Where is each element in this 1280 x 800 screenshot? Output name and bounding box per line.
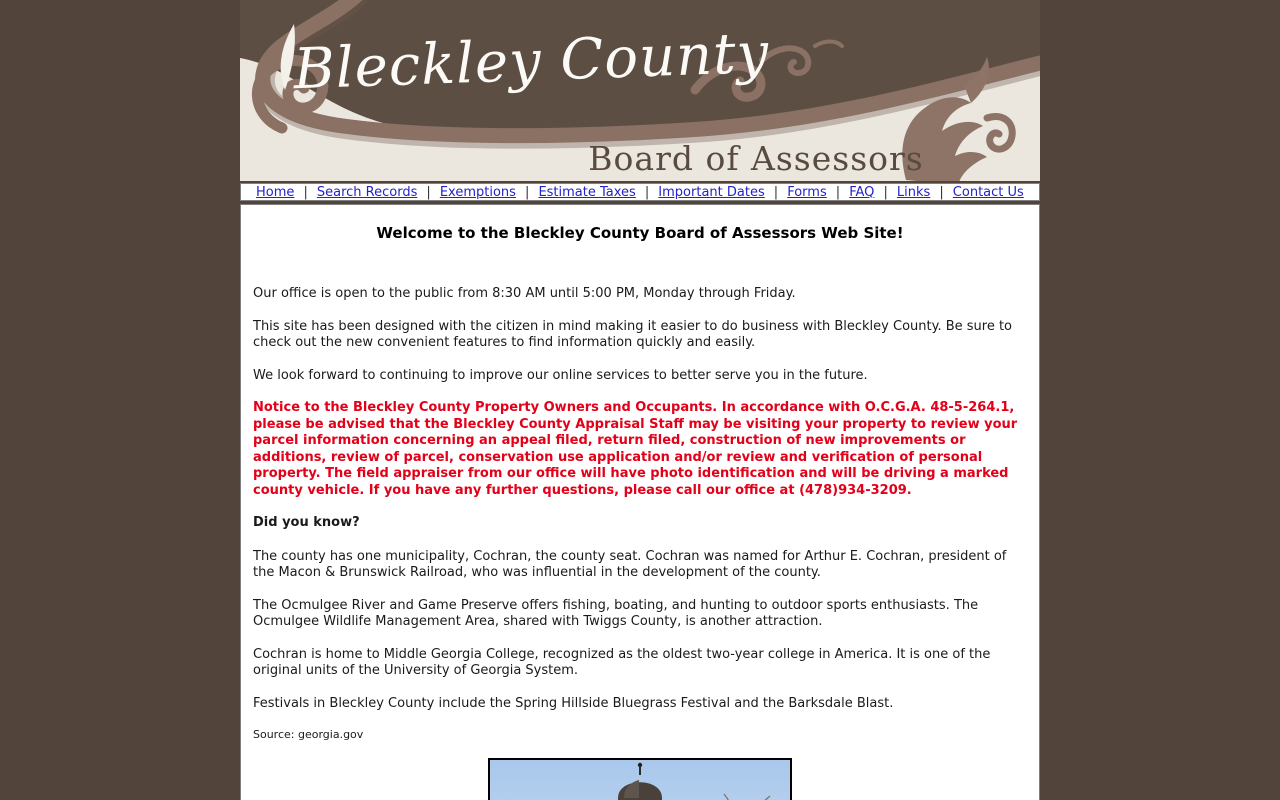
nav-separator: | xyxy=(835,184,841,200)
county-script-title: Bleckley County xyxy=(292,20,771,103)
nav-separator: | xyxy=(426,184,431,200)
did-you-know-heading: Did you know? xyxy=(253,515,360,531)
board-of-assessors-title: Board of Assessors xyxy=(588,139,924,178)
source-attribution: Source: georgia.gov xyxy=(253,728,364,742)
property-owners-notice: Notice to the Bleckley County Property Owners and Occupants. In accordance with O.C.G.A. 48-5-264.1, please be advised that the Bleckley County Appraisal Staff may be visiting your property to review your parcel information concerning an appeal filed, return filed, construction of new improvements or additions, review of parcel, conservation use application and/or review and verification of personal property. The field appraiser from our office will have photo identification and will be driving a marked county vehicle. If you have any further questions, please call our office at (478)934-3209. xyxy=(253,400,1018,498)
dyk-paragraph-college: Cochran is home to Middle Georgia College, recognized as the oldest two-year college in America. It is one of the original units of the University of Georgia System. xyxy=(253,646,991,679)
courthouse-photo xyxy=(488,758,792,800)
nav-link-forms[interactable]: Forms xyxy=(787,184,827,200)
photo-container xyxy=(253,758,1027,800)
intro-paragraph-improve: We look forward to continuing to improve our online services to better serve you in the future. xyxy=(253,367,868,383)
intro-paragraph-hours: Our office is open to the public from 8:30 AM until 5:00 PM, Monday through Friday. xyxy=(253,286,796,302)
dyk-paragraph-festivals: Festivals in Bleckley County include the Spring Hillside Bluegrass Festival and the Barksdale Blast. xyxy=(253,695,894,711)
nav-separator: | xyxy=(939,184,944,200)
nav-link-important-dates[interactable]: Important Dates xyxy=(658,184,765,200)
dyk-paragraph-ocmulgee: The Ocmulgee River and Game Preserve offers fishing, boating, and hunting to outdoor sports enthusiasts. The Ocmulgee Wildlife Management Area, shared with Twiggs County, is another attraction. xyxy=(253,597,979,630)
page-container xyxy=(240,0,1040,800)
page-title: Welcome to the Bleckley County Board of Assessors Web Site! xyxy=(376,224,904,242)
nav-link-home[interactable]: Home xyxy=(256,184,295,200)
courthouse-clock-tower-image xyxy=(490,760,790,800)
nav-separator: | xyxy=(883,184,888,200)
nav-separator: | xyxy=(773,184,779,200)
nav-link-contact-us[interactable]: Contact Us xyxy=(952,184,1024,200)
dyk-paragraph-cochran: The county has one municipality, Cochran, the county seat. Cochran was named for Arthur E. Cochran, president of the Macon & Brunswick Railroad, who was influential in the development of the county. xyxy=(253,548,1007,581)
header-decorative-art xyxy=(240,0,1040,181)
nav-link-search-records[interactable]: Search Records xyxy=(316,184,418,200)
nav-separator: | xyxy=(644,184,650,200)
nav-separator: | xyxy=(303,184,308,200)
intro-paragraph-site-design: This site has been designed with the citizen in mind making it easier to do business with Bleckley County. Be sure to check out the new convenient features to find information quickly and easily. xyxy=(253,318,1013,351)
nav-link-links[interactable]: Links xyxy=(896,184,931,200)
main-navigation xyxy=(240,183,1040,201)
nav-link-exemptions[interactable]: Exemptions xyxy=(439,184,516,200)
site-header-banner xyxy=(240,0,1040,181)
nav-separator: | xyxy=(525,184,530,200)
nav-link-faq[interactable]: FAQ xyxy=(849,184,875,200)
main-content xyxy=(240,204,1040,800)
nav-link-estimate-taxes[interactable]: Estimate Taxes xyxy=(538,184,636,200)
